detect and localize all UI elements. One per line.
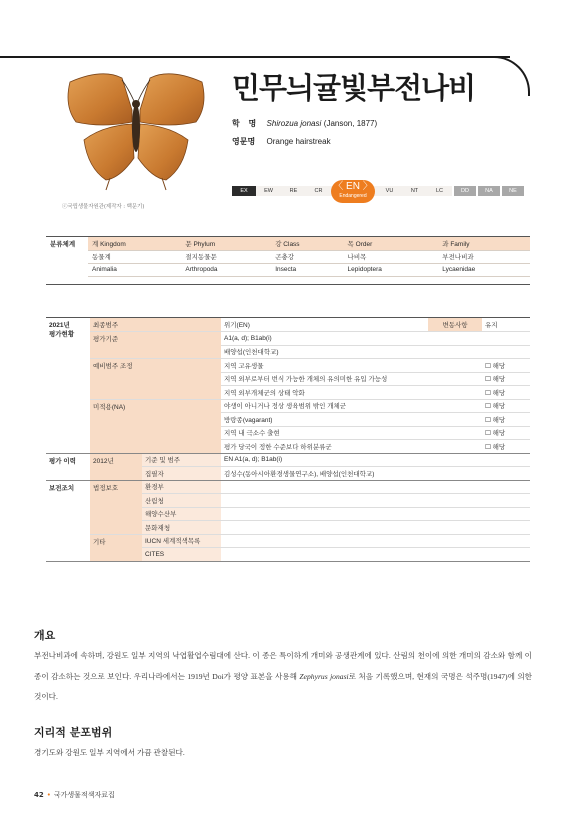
taxonomy-bottom-rule [46,284,530,285]
taxonomy-header: 강 Class [271,237,343,250]
law-label: 법정보호 [90,480,142,534]
taxonomy-cell: 절지동물문 [181,250,271,263]
page-number: 42 [34,791,44,799]
final-category-label: 최종범주 [90,318,221,332]
taxonomy-cell: 동물계 [88,250,181,263]
other-item: IUCN 세계적색목록 [142,534,221,548]
butterfly-image [62,66,210,194]
history-author-label: 집필자 [142,467,221,481]
na-label: 미적용(NA) [90,399,221,453]
adjust-label: 예비범주 조정 [90,359,221,400]
taxonomy-header: 목 Order [344,237,439,250]
category-vu: VU [377,186,402,196]
final-category-value: 위기(EN) [221,318,428,332]
taxonomy-cell: 곤충강 [271,250,343,263]
table-row [46,318,530,332]
category-ex: EX [232,186,256,196]
taxonomy-header: 과 Family [438,237,530,250]
adjust-item: 지역 고유생물 [221,359,482,373]
current-status-name: Endangered [339,193,367,199]
law-value [221,480,530,494]
law-item: 해양수산부 [142,507,221,521]
adjust-item: 지역 외부개체군의 상태 악화 [221,386,482,400]
checkbox-applicable[interactable]: ☐ 해당 [482,440,530,454]
other-item: CITES [142,548,221,562]
distribution-heading: 지리적 분포범위 [34,726,113,739]
category-nt: NT [402,186,427,196]
category-re: RE [281,186,306,196]
table-row [46,332,530,346]
table-row [46,480,530,494]
overview-heading: 개요 [34,629,56,642]
scientific-name: Shirozua jonasi [266,119,322,128]
category-ne: NE [502,186,524,196]
criteria-label: 평가기준 [90,332,221,359]
category-dd: DD [454,186,476,196]
header-corner-curve [490,56,530,96]
na-item: 방랑종(vagarant) [221,413,482,427]
english-name-label: 영문명 [232,137,256,146]
taxonomy-header: 계 Kingdom [88,237,181,250]
category-ew: EW [256,186,281,196]
scientific-name-label: 학 명 [232,119,260,128]
other-value [221,534,530,548]
checkbox-applicable[interactable]: ☐ 해당 [482,386,530,400]
law-value [221,507,530,521]
history-criteria-value: EN A1(a, d); B1ab(i) [221,453,530,467]
change-label: 변동사항 [428,318,482,332]
taxonomy-cell: Arthropoda [181,263,271,276]
law-item: 산림청 [142,494,221,508]
taxonomy-cell: Animalia [88,263,181,276]
overview-text: 부전나비과에 속하며, 강원도 일부 지역의 낙엽활엽수림대에 산다. 이 종은 특이하게 개미와 공생관계에 있다. 산림의 천이에 의한 개미의 감소와 함께 이 종이 감소하는 것으로 보인다. 우리나라에서는 1919년 Doi가 평양 표본을 사용해 [34,651,532,681]
category-na: NA [478,186,500,196]
image-credit: ⓒ국립생물자원관(제작자 : 백문기) [62,204,145,210]
bracket-left-icon: 〈 [333,181,344,192]
checkbox-applicable[interactable]: ☐ 해당 [482,359,530,373]
law-value [221,521,530,535]
law-item: 환경부 [142,480,221,494]
bracket-right-icon: 〉 [362,181,373,192]
taxonomy-cell: Lepidoptera [344,263,439,276]
header-rule [0,56,510,58]
criteria-value: A1(a, d); B1ab(i) [221,332,530,346]
history-label: 평가 이력 [46,453,90,480]
overview-paragraph [34,646,532,708]
footer-dot-icon: • [46,791,51,799]
book-title: 국가생물적색자료집 [53,791,115,799]
law-item: 문화재청 [142,521,221,535]
taxonomy-label: 분류체계 [46,237,88,276]
taxonomy-cell: 부전나비과 [438,250,530,263]
overview-text-tail: 로 처음 기록했으며, 현재의 국명은 석주명(1947)에 의한 것이다. [34,671,532,701]
taxonomy-table [46,237,530,277]
assessor-value: 배양섭(인천대학교) [221,345,530,359]
checkbox-applicable[interactable]: ☐ 해당 [482,372,530,386]
adjust-item: 지역 외부로부터 번식 가능한 개체의 유의미한 유입 가능성 [221,372,482,386]
category-cr: CR [306,186,331,196]
current-status-code: EN [346,181,360,192]
taxonomy-cell: 나비목 [344,250,439,263]
protection-label: 보전조치 [46,480,90,561]
taxonomy-cell: Insecta [271,263,343,276]
taxonomy-header: 문 Phylum [181,237,271,250]
change-value: 유지 [482,318,530,332]
taxonomy-korean-row [46,250,530,263]
taxonomy-latin-row [46,263,530,276]
history-criteria-label: 기준 및 범주 [142,453,221,467]
checkbox-applicable[interactable]: ☐ 해당 [482,413,530,427]
table-row [46,359,530,373]
distribution-paragraph: 경기도와 강원도 일부 지역에서 가끔 관찰된다. [34,748,185,757]
taxonomy-cell: Lycaenidae [438,263,530,276]
other-label: 기타 [90,534,142,561]
table-row [46,534,530,548]
scientific-name-row [232,118,377,129]
history-year: 2012년 [90,453,142,480]
checkbox-applicable[interactable]: ☐ 해당 [482,399,530,413]
english-name: Orange hairstreak [266,137,331,146]
na-item: 지역 내 극소수 출현 [221,426,482,440]
category-lc: LC [427,186,452,196]
table-row [46,453,530,467]
law-value [221,494,530,508]
red-list-scale [232,186,524,196]
scientific-author: (Janson, 1877) [323,119,378,128]
english-name-row [232,136,331,147]
na-item: 야생이 아니거나 정상 생육범위 밖인 개체군 [221,399,482,413]
checkbox-applicable[interactable]: ☐ 해당 [482,426,530,440]
page-footer [34,790,115,800]
taxonomy-header-row [46,237,530,250]
assessment-table [46,318,530,562]
na-item: 평가 당국이 정한 수준보다 하위분류군 [221,440,482,454]
overview-sci-name: Zephyrus jonasi [299,671,349,681]
page-title: 민무늬귤빛부전나비 [232,71,476,105]
current-status-badge [331,180,375,203]
section-2021-label: 2021년 평가현황 [46,318,90,453]
history-author-value: 김성수(동아시아환경생물연구소), 배양섭(인천대학교) [221,467,530,481]
table-row [46,399,530,413]
other-value [221,548,530,562]
